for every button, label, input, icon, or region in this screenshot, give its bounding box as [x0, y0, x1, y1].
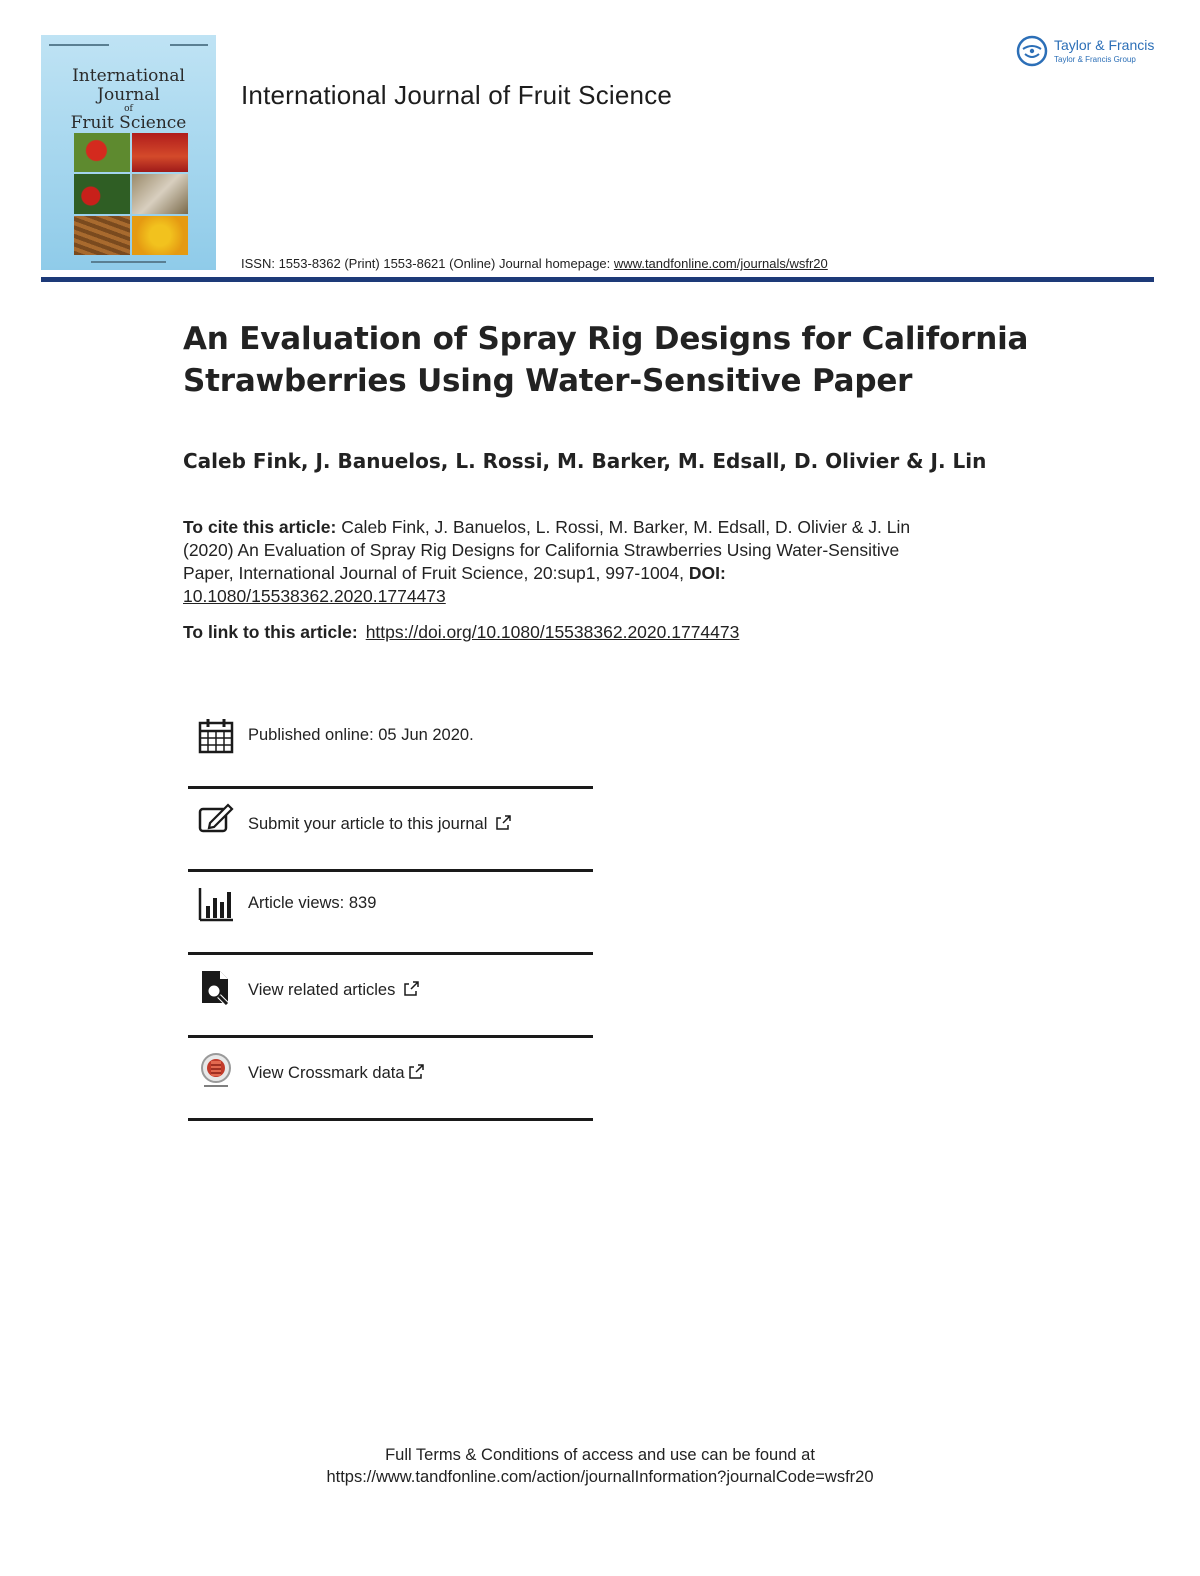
- cover-title-of: of: [124, 104, 133, 114]
- cite-text: Caleb Fink, J. Banuelos, L. Rossi, M. Barker, M. Edsall, D. Olivier & J. Lin (2020) An Evaluation of Spray Rig Designs for California Strawberries Using Water-Sensitive Paper, International Journal of Fruit Science, 20:sup1, 997-1004,: [183, 517, 911, 583]
- cover-title: [41, 67, 216, 133]
- journal-homepage-link[interactable]: www.tandfonline.com/journals/wsfr20: [613, 256, 828, 271]
- cover-photo: [132, 133, 188, 172]
- submit-item[interactable]: [188, 789, 593, 872]
- article-authors: Caleb Fink, J. Banuelos, L. Rossi, M. Barker, M. Edsall, D. Olivier & J. Lin: [183, 449, 987, 473]
- bar-chart-icon: [198, 886, 234, 922]
- citation-block: [183, 516, 943, 608]
- submit-text: Submit your article to this journal: [248, 815, 488, 833]
- edit-icon: [198, 803, 234, 839]
- publisher-logo-icon: [1016, 35, 1048, 67]
- cite-doi-label: DOI:: [688, 563, 726, 583]
- cover-photo: [132, 216, 188, 255]
- submit-link[interactable]: [248, 815, 511, 834]
- cover-title-line1: International: [72, 66, 185, 86]
- issn-text: ISSN: 1553-8362 (Print) 1553-8621 (Online) Journal homepage:: [241, 256, 614, 271]
- cover-title-line2: Journal: [97, 85, 160, 105]
- crossmark-text: View Crossmark data: [248, 1064, 405, 1082]
- article-info-list: [188, 700, 593, 1121]
- related-text: View related articles: [248, 981, 396, 999]
- document-search-icon: [198, 969, 234, 1005]
- views-item: [188, 872, 593, 955]
- header-rule: [41, 277, 1154, 282]
- related-item[interactable]: [188, 955, 593, 1038]
- views-text: Article views: 839: [248, 894, 377, 912]
- article-doi-link[interactable]: https://doi.org/10.1080/15538362.2020.1774473: [365, 622, 740, 642]
- article-title: An Evaluation of Spray Rig Designs for California Strawberries Using Water-Sensitive Paper: [183, 321, 1029, 399]
- cover-photos: [74, 133, 188, 255]
- cover-photo: [74, 216, 130, 255]
- publisher-name: Taylor & Francis: [1054, 37, 1155, 53]
- external-link-icon: [495, 815, 511, 831]
- article-link-line: [183, 622, 739, 643]
- issn-line: [241, 256, 828, 271]
- external-link-icon: [408, 1064, 424, 1080]
- footer-terms-link[interactable]: https://www.tandfonline.com/action/journalInformation?journalCode=wsfr20: [326, 1468, 874, 1486]
- cite-label: To cite this article:: [183, 517, 337, 537]
- journal-name: International Journal of Fruit Science: [241, 80, 673, 110]
- link-label: To link to this article:: [183, 622, 358, 642]
- related-link[interactable]: [248, 981, 419, 1000]
- cite-doi-link[interactable]: 10.1080/15538362.2020.1774473: [183, 586, 446, 606]
- published-text: Published online: 05 Jun 2020.: [248, 726, 474, 744]
- cover-photo: [74, 133, 130, 172]
- external-link-icon: [403, 981, 419, 997]
- calendar-icon: [198, 718, 234, 754]
- crossmark-item[interactable]: [188, 1038, 593, 1121]
- crossmark-icon: [198, 1052, 234, 1088]
- footer-terms: [0, 1444, 1200, 1488]
- footer-line1: Full Terms & Conditions of access and use can be found at: [385, 1446, 815, 1464]
- cover-photo: [74, 174, 130, 213]
- cover-topline: [49, 44, 208, 47]
- journal-cover: [41, 35, 216, 270]
- cover-title-line3: Fruit Science: [70, 113, 187, 133]
- published-item: [188, 700, 593, 789]
- crossmark-link[interactable]: [248, 1064, 424, 1083]
- cover-footline: [91, 261, 166, 263]
- cover-photo: [132, 174, 188, 213]
- publisher-subname: Taylor & Francis Group: [1054, 55, 1136, 64]
- publisher-logo[interactable]: [1016, 35, 1161, 71]
